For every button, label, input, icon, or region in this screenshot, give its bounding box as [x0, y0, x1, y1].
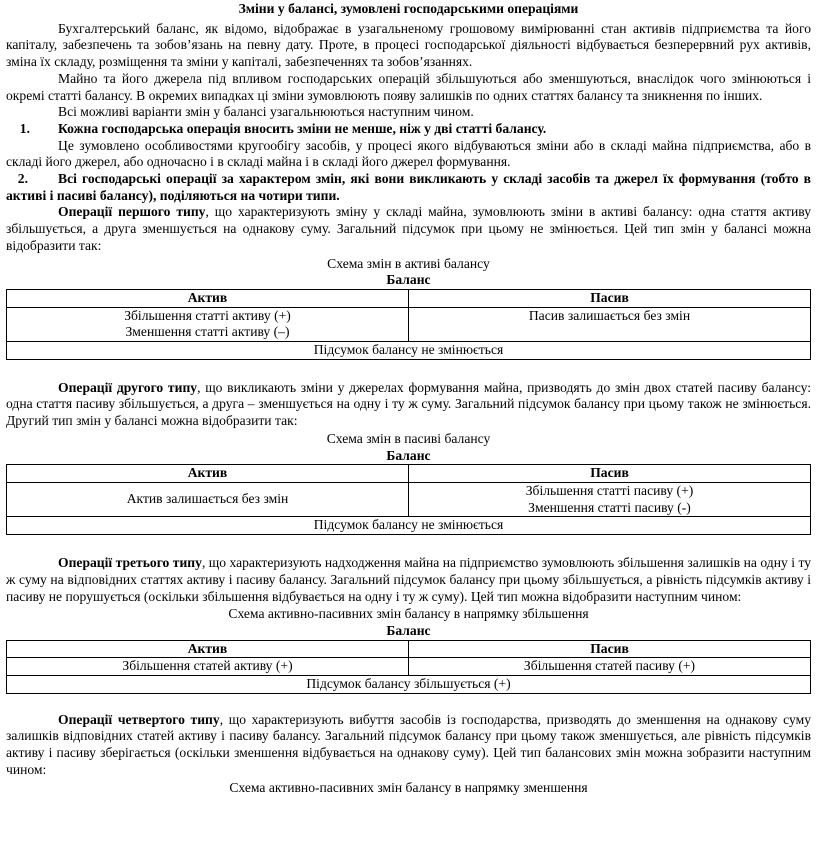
point-1-text: Це зумовлено особливостями кругообігу засобів, у процесі якого відбуваються зміни або в складі майна підприємства, або в складі його джерел, або одночасно і в складі майна і в складі його джерел формування. [6, 137, 811, 170]
point-1-heading-text: Кожна господарська операція вносить зміни не менше, ніж у дві статті балансу. [58, 120, 547, 136]
type-2-caption: Схема змін в пасиві балансу [326, 430, 491, 446]
type-1-text: , що характеризують зміну у складі майна, зумовлюють зміни в активі балансу: одна стаття активу збільшується, а друга зменшується на однакову суму. Загальний підсумок при цьому не змінюється. Цей тип змін у балансі можна відобразити так: [6, 204, 811, 253]
passive-cell [409, 482, 811, 516]
type-3-caption: Схема активно-пасивних змін балансу в напрямку збільшення [228, 606, 589, 622]
active-cell [7, 307, 409, 341]
type-1-balance-label: Баланс [386, 272, 431, 288]
balance-total: Підсумок балансу не змінюється [7, 342, 811, 360]
passive-decrease: Зменшення статті пасиву (-) [528, 499, 691, 515]
passive-cell: Пасив залишається без змін [409, 307, 811, 341]
document-title: Зміни у балансі, зумовлені господарськими операціями [238, 1, 579, 16]
type-3-balance-table [6, 640, 811, 694]
type-3-balance-label: Баланс [386, 622, 431, 638]
type-1-label: Операції першого типу [58, 204, 206, 220]
intro-paragraph-3: Всі можливі варіанти змін у балансі узагальнюються наступним чином. [58, 104, 474, 120]
spacer [6, 535, 811, 555]
type-2-text: , що викликають зміни у джерелах формування майна, призводять до змін двох статей пасиву балансу: одна стаття пасиву збільшується, а друга – зменшується на одну і ту ж суму. Загальний підсумок балансу при цьому також не змінюється. Другий тип змін у балансі можна відобразити так: [6, 379, 812, 429]
active-column-header: Актив [7, 465, 409, 483]
intro-paragraph-2: Майно та його джерела під впливом господарських операцій збільшуються або зменшуються, внаслідок чого змінюються і окремі статті балансу. В окремих випадках ці зміни зумовлюють появу залишків по одних статтях балансу та зникнення по інших. [6, 70, 811, 103]
type-3-label: Операції третього типу [58, 555, 202, 571]
type-2-label: Операції другого типу [58, 379, 198, 395]
active-column-header: Актив [7, 289, 409, 307]
type-2-paragraph [6, 380, 811, 430]
spacer [6, 360, 811, 380]
active-increase: Збільшення статті активу (+) [124, 307, 291, 323]
passive-column-header: Пасив [409, 289, 811, 307]
type-4-label: Операції четвертого типу [58, 711, 220, 727]
point-1-number: 1. [19, 120, 30, 136]
type-1-caption: Схема змін в активі балансу [327, 255, 490, 271]
active-decrease: Зменшення статті активу (–) [125, 324, 290, 340]
balance-total: Підсумок балансу не змінюється [7, 517, 811, 535]
point-2-heading-text: Всі господарські операції за характером змін, які вони викликають у складі засобів та джерел їх формування (тобто в активі і пасиві балансу), поділяються на чотири типи. [6, 171, 811, 203]
point-2-number: 2. [17, 171, 28, 187]
active-cell: Збільшення статей активу (+) [7, 658, 409, 676]
type-1-balance-table [6, 289, 811, 360]
spacer [6, 694, 811, 712]
type-3-text: , що характеризують надходження майна на підприємство зумовлюють збільшення залишків на одну і ту ж суму на відповідних статтях активу і пасиву балансу. Загальний підсумок балансу при цьому збільшується, а рівність підсумків активу і пасиву не порушується (оскільки збільшення відбувається на одну і ту ж суму). Цей тип можна відобразити наступним чином: [6, 555, 812, 604]
active-column-header: Актив [7, 640, 409, 658]
type-4-paragraph [6, 712, 811, 779]
intro-paragraph-1: Бухгалтерський баланс, як відомо, відображає в узагальненому грошовому вимірюванні стан активів підприємства та його капіталу, забезпечень та зобов’язань на певну дату. Проте, в процесі господарської діяльності відбувається безперервний рух активів, зміна їх складу, розміщення та зміни у капіталі, забезпеченнях та зобов’язаннях. [6, 20, 811, 70]
type-4-caption: Схема активно-пасивних змін балансу в напрямку зменшення [229, 779, 588, 795]
active-cell: Актив залишається без змін [7, 482, 409, 516]
passive-increase: Збільшення статті пасиву (+) [525, 482, 694, 498]
type-2-balance-label: Баланс [386, 447, 431, 463]
passive-column-header: Пасив [409, 465, 811, 483]
point-1-heading [6, 121, 811, 138]
type-4-text: , що характеризують вибуття засобів із господарства, призводять до зменшення на однакову суму залишків відповідних статей активу і пасиву балансу. Загальний підсумок балансу при цьому також зменшується, але рівність підсумків активу і пасиву зберігається (оскільки зменшення відбувається на однакову суму). Цей тип балансових змін можна зобразити наступним чином: [6, 711, 811, 777]
passive-column-header: Пасив [409, 640, 811, 658]
passive-cell: Збільшення статей пасиву (+) [409, 658, 811, 676]
type-1-paragraph [6, 204, 811, 254]
balance-total: Підсумок балансу збільшується (+) [7, 676, 811, 694]
type-3-paragraph [6, 555, 811, 605]
type-2-balance-table [6, 464, 811, 535]
point-2-heading [6, 171, 811, 204]
